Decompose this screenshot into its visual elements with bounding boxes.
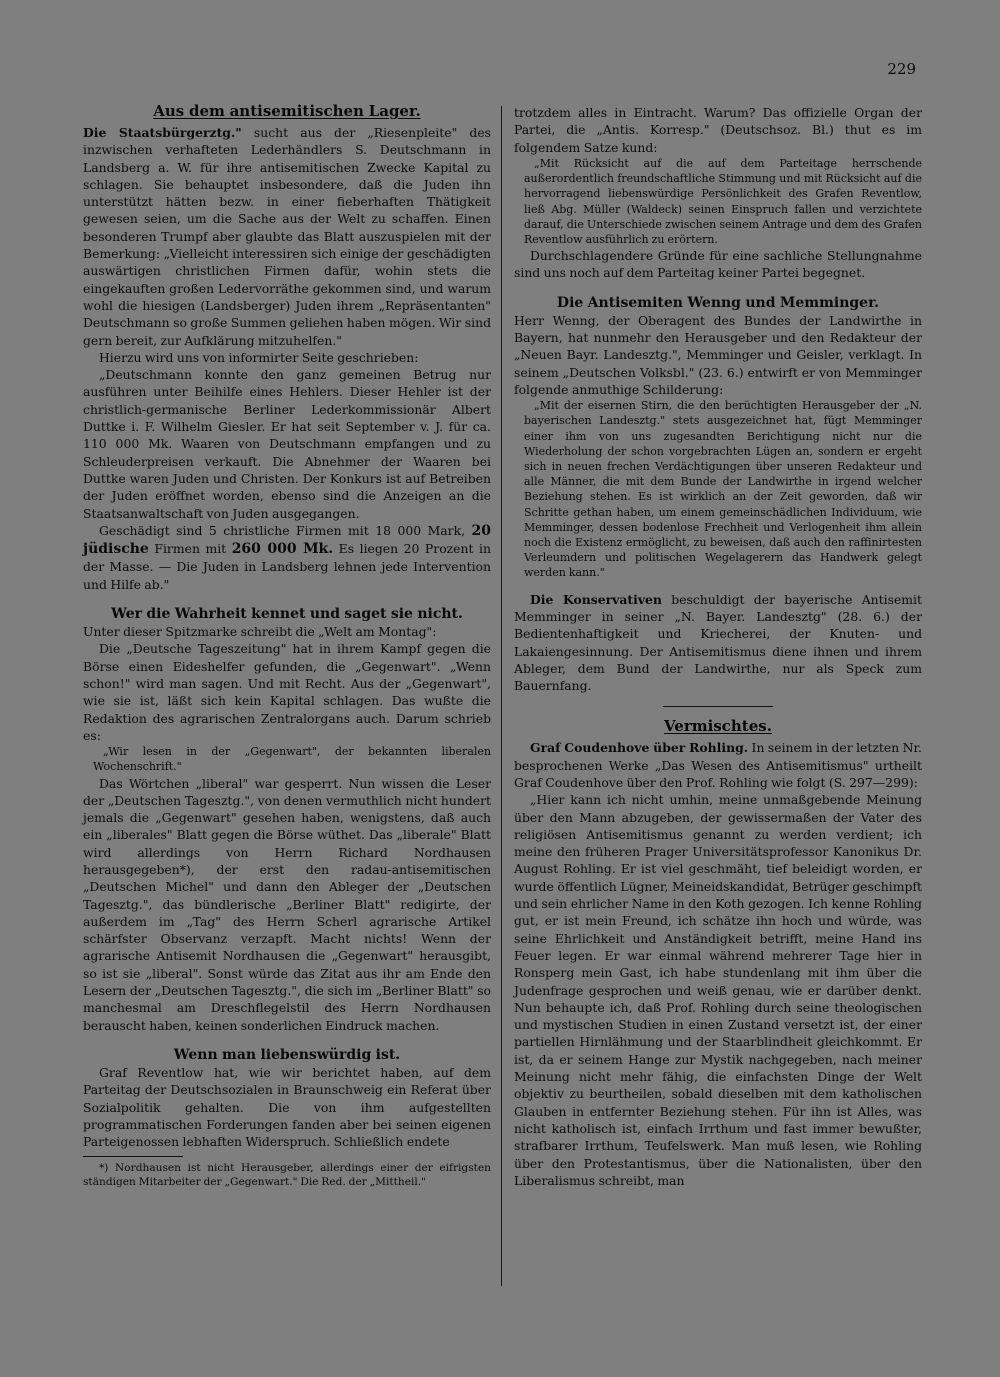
column-divider — [501, 106, 502, 1286]
heading-liebenswuerdig: Wenn man liebenswürdig ist. — [173, 1046, 401, 1063]
text-run: Geschädigt sind 5 christliche Firmen mit 18 000 Mark, — [99, 522, 466, 538]
section-heading-vermischtes: Vermischtes. — [664, 717, 772, 736]
left-column — [83, 102, 491, 1189]
page-number: 229 — [887, 60, 916, 78]
paragraph: Unter dieser Spitzmarke schreibt die „Welt am Montag": — [83, 624, 437, 640]
paragraph: Die „Deutsche Tageszeitung" hat in ihrem Kampf gegen die Börse einen Eideshelfer gefunden, die „Gegenwart". „Wenn schon!" wird man sagen. Und mit Recht. Aus der „Gegenwart", wie sie ist, läßt sich kein Kapital schlagen. Das wußte die Redaktion des agrarischen Zentralorgans auch. Darum schrieb es: — [83, 641, 491, 743]
article-text: In seinem in der letzten Nr. besprochenen Werke „Das Wesen des Antisemitismus" urtheilt Graf Coudenhove über den Prof. Rohling wie folgt (S. 297—299): — [514, 740, 922, 790]
text-run: Firmen mit — [154, 541, 227, 557]
paragraph-damages — [83, 522, 491, 593]
paragraph: Herr Wenng, der Oberagent des Bundes der Landwirthe in Bayern, hat nunmehr den Herausgeber und den Redakteur der „Neuen Bayr. Landesztg.", Memminger und Geisler, verklagt. In seinem „Deutschen Volksbl." (23. 6.) entwirft er von Memminger folgende anmuthige Schilderung: — [514, 312, 922, 397]
article-staatsbuergerztg — [83, 124, 491, 349]
paragraph: Hierzu wird uns von informirter Seite geschrieben: — [99, 349, 419, 365]
article-lead: Graf Coudenhove über Rohling. — [530, 740, 749, 756]
emphasis-260000: 260 000 Mk. — [231, 541, 334, 558]
heading-wahrheit: Wer die Wahrheit kennet und saget sie nicht. — [111, 606, 463, 623]
section-heading-antisemitic-camp: Aus dem antisemitischen Lager. — [153, 102, 421, 120]
article-text: beschuldigt der bayerische Antisemit Memminger in seiner „N. Bayer. Landesztg" (28. 6.) der Bedientenhaftigkeit und Kriecherei, der Knuten- und Lakaiengesinnung. Der Antisemitismus diene ihnen und ihrem Ableger, dem Bund der Landwirthe, nur als Speck zum Bauernfang. — [514, 591, 922, 694]
emphasis-20-juedische: 20 jüdische — [83, 522, 491, 558]
heading-wenng-memminger: Die Antisemiten Wenng und Memminger. — [556, 294, 880, 311]
paragraph: Durchschlagendere Gründe für eine sachliche Stellungnahme sind uns noch auf dem Parteitag keiner Partei begegnet. — [514, 248, 922, 281]
footnote: *) Nordhausen ist nicht Herausgeber, allerdings einer der eifrigsten ständigen Mitarbeiter der „Gegenwart." Die Red. der „Mittheil." — [83, 1162, 491, 1189]
paragraph: Graf Reventlow hat, wie wir berichtet haben, auf dem Parteitag der Deutschsozialen in Braunschweig ein Referat über Sozialpolitik gehalten. Die von ihm aufgestellten programmatischen Forderungen fanden aber bei seinen eigenen Parteigenossen lebhaften Widerspruch. Schließlich endete — [83, 1064, 491, 1150]
text-run: Es liegen 20 Prozent in der Masse. — Die Juden in Landsberg lehnen jede Intervention und Hilfe ab." — [83, 541, 491, 592]
paragraph: Das Wörtchen „liberal" war gesperrt. Nun wissen die Leser der „Deutschen Tagesztg.", von denen vermuthlich nicht hundert jemals die „Gegenwart" gesehen haben, wenigstens, daß auch ein „liberales" Blatt gegen die Börse wüthet. Das „liberale" Blatt wird allerdings von Herrn Richard Nordhausen herausgegeben*), der erst den radau-antisemitischen „Deutschen Michel" und dann den Ableger der „Deutschen Tagesztg.", das bündlerische „Berliner Blatt" redigirte, der außerdem im „Tag" des Herrn Scherl agrarische Artikel schärfster Observanz verzapft. Macht nichts! Wenn der agrarische Antisemit Nordhausen die „Gegenwart" herausgibt, so ist sie „liberal". Sonst würde das Zitat aus ihr am Ende den Lesern der „Deutschen Tagesztg.", die sich im „Berliner Blatt" so manchesmal am Dreschflegelstil des Herrn Nordhausen berauscht haben, keinen sonderlichen Eindruck machen. — [83, 775, 491, 1033]
paragraph: „Deutschmann konnte den ganz gemeinen Betrug nur ausführen unter Beihilfe eines Hehlers. Dieser Hehler ist der christlich-germanische Berliner Lederkommissionär Albert Duttke i. F. Wilhelm Giesler. Er hat seit September v. J. für ca. 110 000 Mk. Waaren von Deutschmann empfangen und zu Schleuderpreisen verkauft. Die Abnehmer der Waaren bei Duttke waren Juden und Christen. Der Konkurs ist auf Betreiben der Juden eröffnet worden, ebenso sind die Anzeigen an die Staatsanwaltschaft von Juden ausgegangen. — [83, 367, 491, 521]
quote: „Wir lesen in der „Gegenwart", der bekannten liberalen Wochenschrift." — [93, 745, 491, 774]
footnote-rule — [83, 1156, 183, 1157]
article-konservativen — [514, 591, 922, 695]
section-rule — [663, 706, 773, 707]
right-column — [514, 104, 922, 1189]
article-text: sucht aus der „Riesenpleite" des inzwischen verhafteten Lederhändlers S. Deutschmann in Landsberg a. W. für ihre antisemitischen Zwecke Kapital zu schlagen. Sie behauptet insbesondere, daß die Juden ihn unterstützt hätten bezw. in einer fieberhaften Thätigkeit gewesen seien, um die Sache aus der Welt zu schaffen. Einen besonderen Trumpf aber glaubte das Blatt auszuspielen mit der Bemerkung: „Vielleicht interessiren sich einige der geschädigten auswärtigen christlichen Firmen dafür, wohin stets die eingekauften großen Ledervorräthe gekommen sind, und warum wohl die hiesigen (Landsberger) Juden ihrem „Repräsentanten" Deutschmann so große Summen geliehen haben mögen. Wir sind gern bereit, zur Aufklärung mitzuhelfen." — [83, 125, 492, 348]
paragraph: „Hier kann ich nicht umhin, meine unmaßgebende Meinung über den Mann abzugeben, der gewissermaßen der Vater des religiösen Antisemitismus genannt zu werden verdient; ich meine den früheren Prager Universitätsprofessor Kanonikus Dr. August Rohling. Er ist viel geschmäht, tief beleidigt worden, er wurde öffentlich Lügner, Meineidskandidat, Betrüger geschimpft und sein ehrlicher Name in den Koth gezogen. Ich kenne Rohling gut, er ist mein Freund, ich schätze ihn hoch und würde, was seine Ehrlichkeit und Anständigkeit betrifft, meine Hand ins Feuer legen. Er war einmal während mehrerer Tage hier in Ronsperg mein Gast, ich habe stundenlang mit ihm über die Judenfrage gesprochen und weiß genau, wie er darüber denkt. Nun behaupte ich, daß Prof. Rohling durch seine theologischen und mystischen Studien in einen Zustand versetzt ist, der einer partiellen Hirnlähmung und der Staarblindheit gleichkommt. Er ist, da er seinem Hange zur Mystik nachgegeben, nach meiner Meinung nicht mehr fähig, die einfachsten Dinge der Welt objektiv zu beurtheilen, sobald dieselben mit dem katholischen Glauben in entfernter Beziehung stehen. Für ihn ist Alles, was nicht katholisch ist, einfach Irrthum und fast immer bewußter, strafbarer Irrthum, Teufelswerk. Man muß lesen, wie Rohling über den Protestantismus, über die Nationalisten, über den Liberalismus schreibt, man — [514, 792, 922, 1188]
article-lead: Die Staatsbürgerztg." — [83, 125, 242, 140]
quote: „Mit der eisernen Stirn, die den berüchtigten Herausgeber der „N. bayerischen Landesztg." stets ausgezeichnet hat, fügt Memminger einer ihm von uns zugesandten Berichtigung nicht nur die Wiederholung der schon vorgebrachten Lügen an, sondern er ergeht sich in neuen frechen Verdächtigungen über unseren Redakteur und alle Männer, die mit dem Bunde der Landwirthe in irgend welcher Beziehung stehen. Es ist wirklich an der Zeit geworden, daß wir Schritte gethan haben, um einem gemeinschädlichen Individuum, wie Memminger, dessen bodenlose Frechheit und Verlogenheit ihm allein noch die Existenz ermöglicht, zu beweisen, daß auch den raffinirtesten Verleumdern und politischen Wegelagerern das Handwerk gelegt werden kann." — [524, 399, 922, 580]
article-lead: Die Konservativen — [530, 591, 662, 607]
article-coudenhove — [514, 739, 922, 791]
quote: „Mit Rücksicht auf die auf dem Parteitage herrschende außerordentlich freundschaftliche Stimmung und mit Rücksicht auf die hervorragend liebenswürdige Persönlichkeit des Grafen Reventlow, ließ Abg. Müller (Waldeck) seinen Einspruch fallen und verzichtete darauf, die Unterschiede zwischen seinem Antrage und dem des Grafen Reventlow ausführlich zu erörtern. — [524, 156, 922, 246]
paragraph: trotzdem alles in Eintracht. Warum? Das offizielle Organ der Partei, die „Antis. Korresp." (Deutschsoz. Bl.) thut es im folgendem Satze kund: — [514, 105, 922, 155]
